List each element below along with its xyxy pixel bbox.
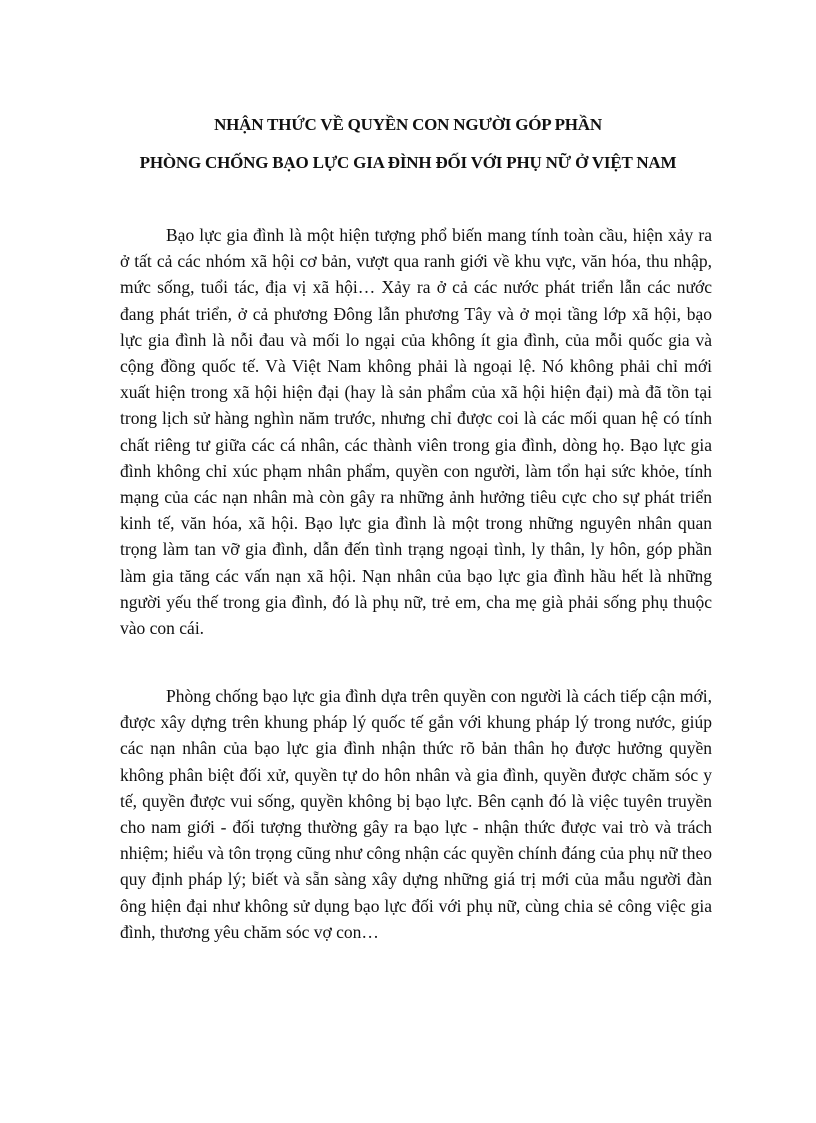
document-title [100, 106, 716, 182]
title-line-2: PHÒNG CHỐNG BẠO LỰC GIA ĐÌNH ĐỐI VỚI PHỤ NỮ Ở VIỆT NAM [139, 153, 677, 172]
title-line-1: NHẬN THỨC VỀ QUYỀN CON NGƯỜI GÓP PHẦN [214, 115, 602, 134]
paragraph-1: Bạo lực gia đình là một hiện tượng phổ biến mang tính toàn cầu, hiện xảy ra ở tất cả các nhóm xã hội cơ bản, vượt qua ranh giới về khu vực, văn hóa, thu nhập, mức sống, tuổi tác, địa vị xã hội… Xảy ra ở cả các nước phát triển lẫn các nước đang phát triển, ở cả phương Đông lẫn phương Tây và ở mọi tầng lớp xã hội, bạo lực gia đình là nỗi đau và mối lo ngại của không ít gia đình, của mỗi quốc gia và cộng đồng quốc tế. Và Việt Nam không phải là ngoại lệ. Nó không phải chỉ mới xuất hiện trong xã hội hiện đại (hay là sản phẩm của xã hội hiện đại) mà đã tồn tại trong lịch sử hàng nghìn năm trước, nhưng chỉ được coi là các mối quan hệ có tính chất riêng tư giữa các cá nhân, các thành viên trong gia đình, dòng họ. Bạo lực gia đình không chỉ xúc phạm nhân phẩm, quyền con người, làm tổn hại sức khỏe, tính mạng của các nạn nhân mà còn gây ra những ảnh hưởng tiêu cực cho sự phát triển kinh tế, văn hóa, xã hội. Bạo lực gia đình là một trong những nguyên nhân quan trọng làm tan vỡ gia đình, dẫn đến tình trạng ngoại tình, ly thân, ly hôn, góp phần làm gia tăng các vấn nạn xã hội. Nạn nhân của bạo lực gia đình hầu hết là những người yếu thế trong gia đình, đó là phụ nữ, trẻ em, cha mẹ già phải sống phụ thuộc vào con cái. [120, 225, 712, 639]
paragraph-2: Phòng chống bạo lực gia đình dựa trên quyền con người là cách tiếp cận mới, được xây dựng trên khung pháp lý quốc tế gắn với khung pháp lý trong nước, giúp các nạn nhân của bạo lực gia đình nhận thức rõ bản thân họ được hưởng quyền không phân biệt đối xử, quyền tự do hôn nhân và gia đình, quyền được chăm sóc y tế, quyền được vui sống, quyền không bị bạo lực. Bên cạnh đó là việc tuyên truyền cho nam giới - đối tượng thường gây ra bạo lực - nhận thức được vai trò và trách nhiệm; hiểu và tôn trọng cũng như công nhận các quyền chính đáng của phụ nữ theo quy định pháp lý; biết và sẵn sàng xây dựng những giá trị mới của mẫu người đàn ông hiện đại như không sử dụng bạo lực đối với phụ nữ, cùng chia sẻ công việc gia đình, thương yêu chăm sóc vợ con… [120, 686, 712, 942]
